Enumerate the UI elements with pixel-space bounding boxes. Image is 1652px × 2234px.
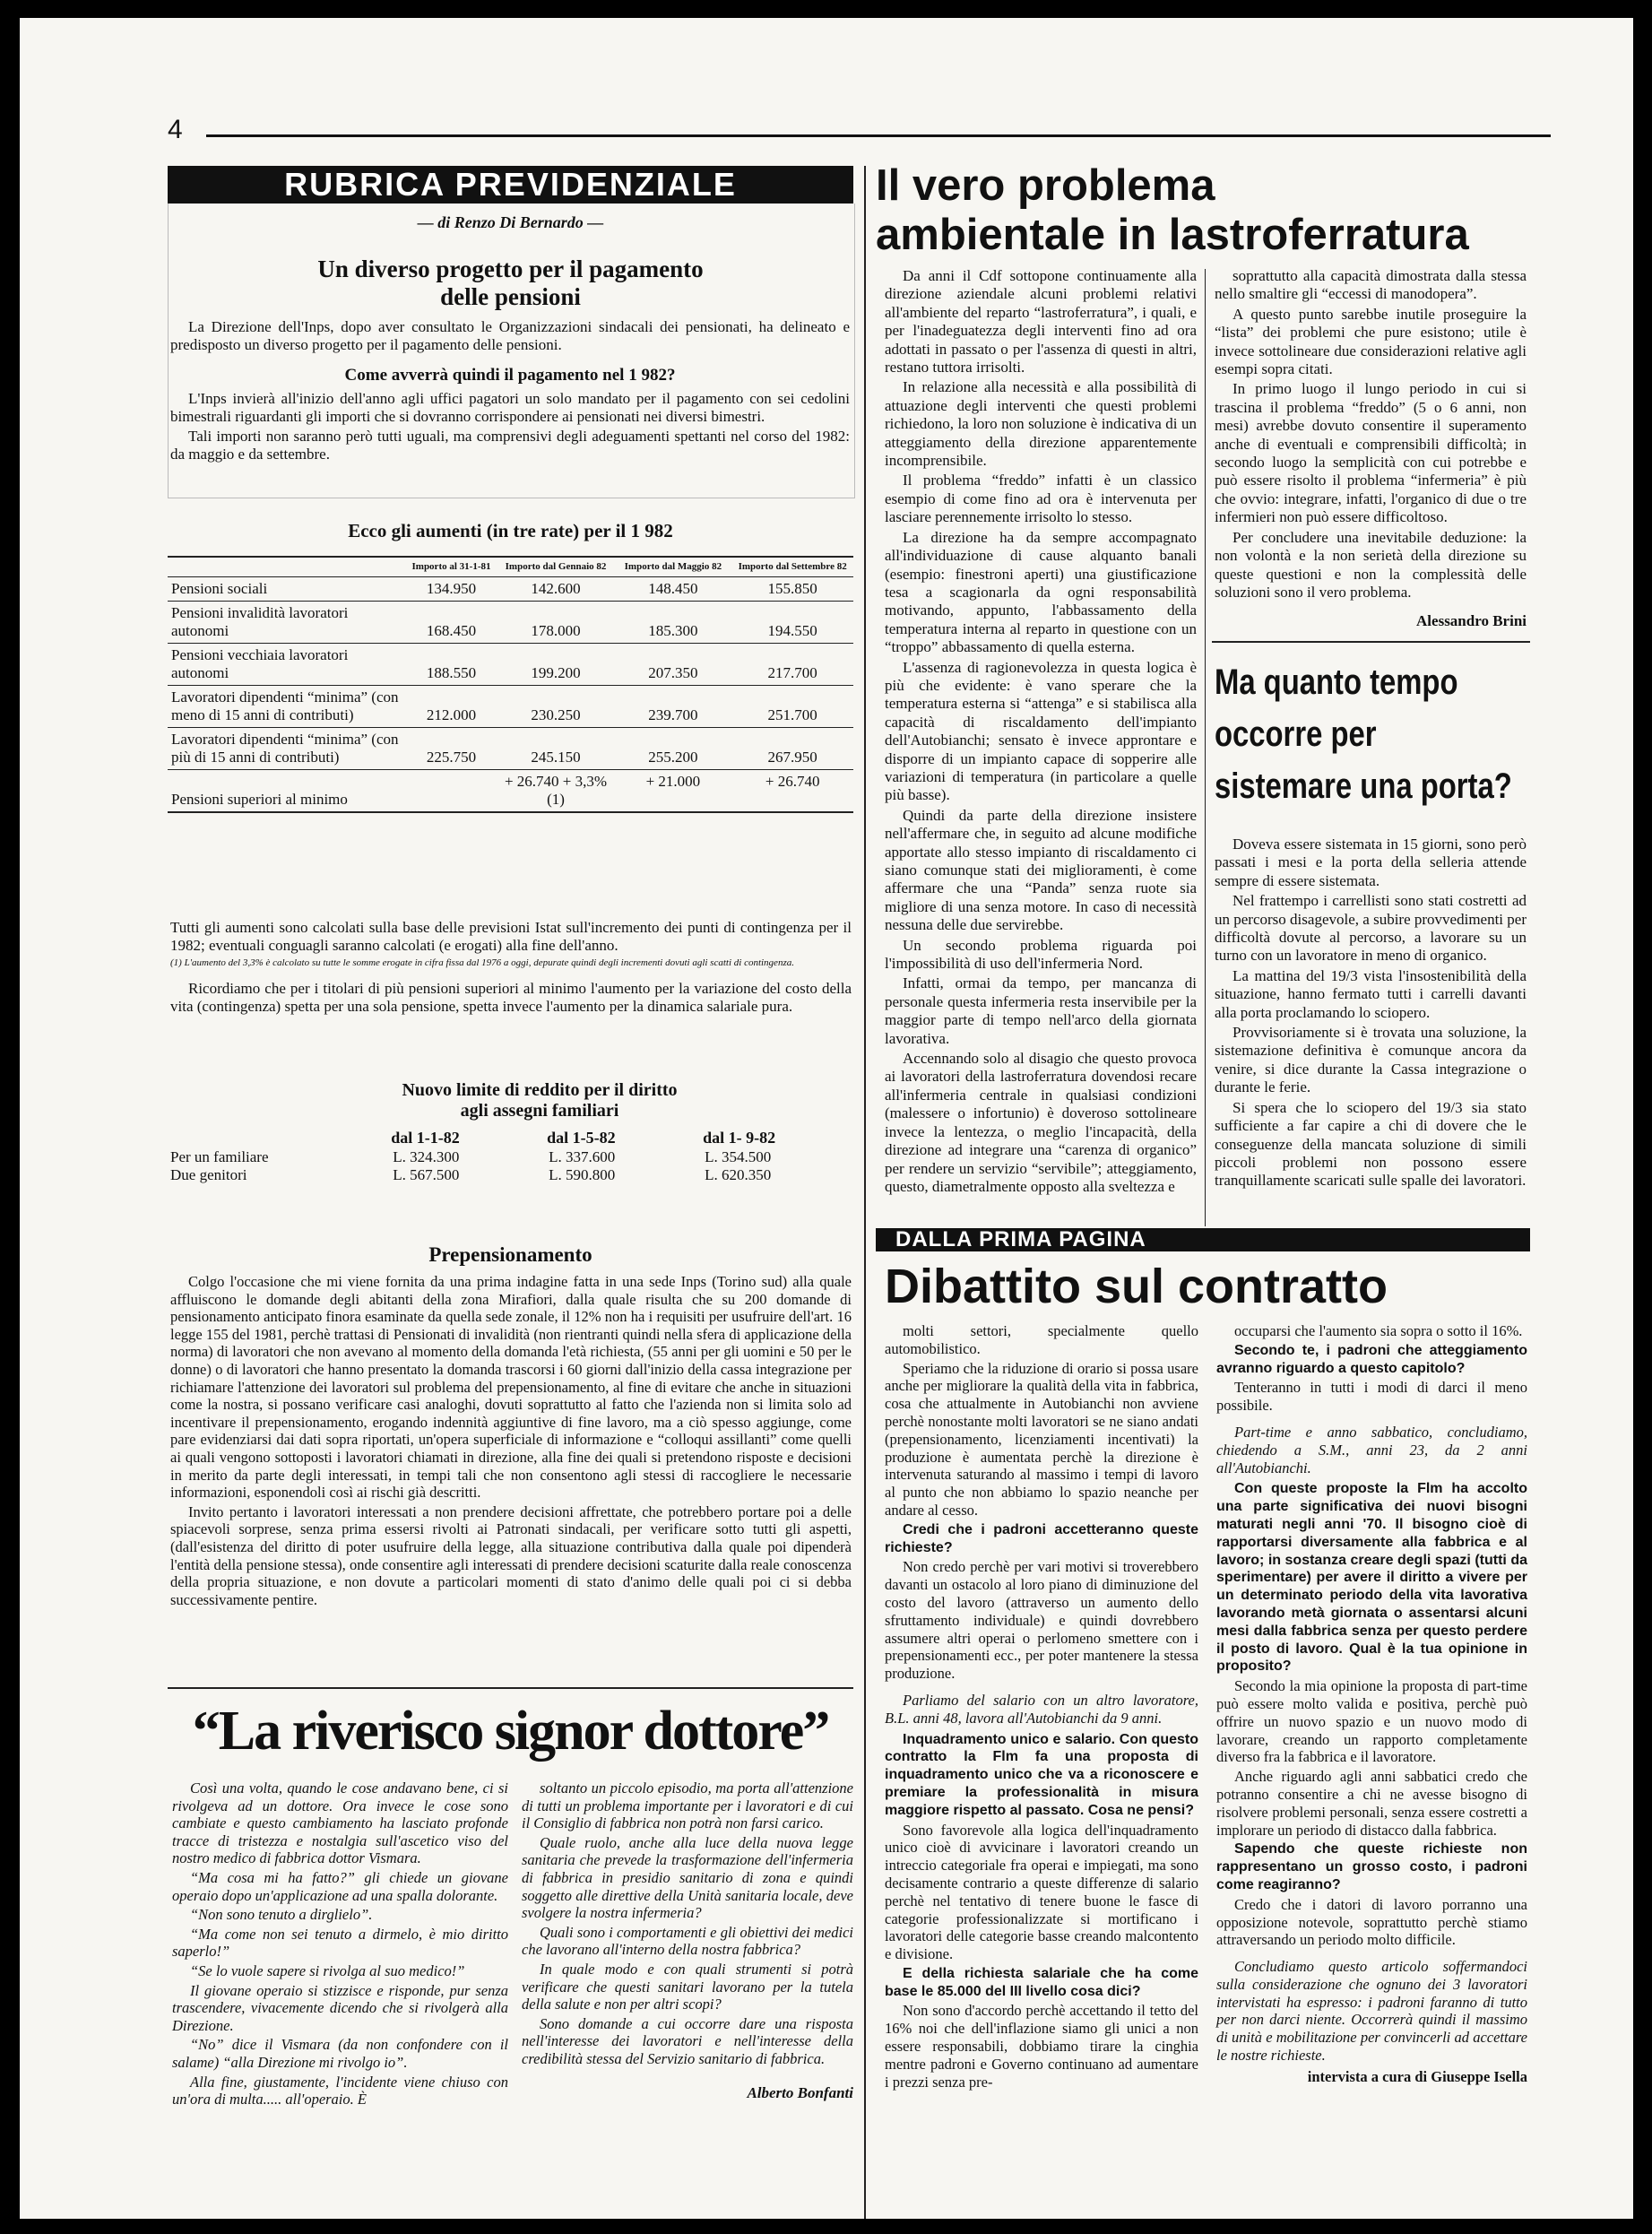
table-row	[168, 577, 853, 602]
dibattito-col1	[885, 1322, 1198, 2092]
ambientale-title-line2: ambientale in lastroferratura	[876, 211, 1469, 259]
ambientale-paragraph: A questo punto sarebbe inutile proseguire la “lista” dei problemi che pure esistono; utile è invece sottolineare due considerazioni relative agli esempi sopra citati.	[1215, 305, 1527, 378]
riverisco-paragraph: soltanto un piccolo episodio, ma porta all'attenzione di tutti un problema importante per i lavoratori e di cui il Consiglio di fabbrica non potrà non farsi carico.	[522, 1779, 853, 1832]
interview-answer: Non sono d'accordo perchè accettando il tetto del 16% noi che dell'inflazione siamo gli unici a non essere responsabili, dobbiamo tirare la cinghia mentre padroni e Governo continuano ad aumentare i prezzi senza pre-	[885, 2002, 1198, 2091]
ambientale-paragraph: soprattutto alla capacità dimostrata dalla stessa nello smaltire gli “eccessi di manodopera”.	[1215, 267, 1527, 303]
rubrica-p1: L'Inps invierà all'inizio dell'anno agli uffici pagatori un solo mandato per il pagamento con sei cedolini bimestrali riguardanti gli importi che si dovranno corrispondere ai pensionati nei diversi bimestri.	[170, 390, 850, 425]
dibattito-band: DALLA PRIMA PAGINA	[876, 1228, 1530, 1251]
rubrica-intro: La Direzione dell'Inps, dopo aver consultato le Organizzazioni sindacali dei pensionati, ha delineato e predisposto un diverso progetto per il pagamento delle pensioni.	[170, 318, 850, 353]
table-row	[168, 686, 853, 728]
interview-answer: Anche riguardo agli anni sabbatici credo che potranno consentire a chi ne avesse bisogno di risolvere problemi personali, senza essere costretti a implorare un periodo di distacco dalla fabbrica.	[1216, 1768, 1527, 1839]
table-cell: 267.950	[731, 728, 853, 770]
dibattito-title: Dibattito sul contratto	[885, 1260, 1388, 1313]
interview-question: E della richiesta salariale che ha come base le 85.000 del III livello cosa dici?	[885, 1965, 1198, 1999]
interview-intro: Parliamo del salario con un altro lavoratore, B.L. anni 48, lavora all'Autobianchi da 9 anni.	[885, 1691, 1198, 1727]
table-cell: 239.700	[614, 686, 731, 728]
table-cell: 199.200	[497, 644, 615, 686]
ambientale-paragraph: Quindi da parte della direzione insistere nell'affermare che, in seguito ad alcune modifiche apportate allo stesso impianto di riscaldamento ci siano comunque stati dei miglioramenti, è come affermare che una “Panda” senza ruote sia migliore di una senza motore. In caso di necessità nessuna delle due servirebbe.	[885, 806, 1197, 934]
table-row-label: Pensioni sociali	[168, 577, 405, 602]
table-row	[168, 728, 853, 770]
column-divider	[864, 166, 866, 2219]
interview-answer: Sono favorevole alla logica dell'inquadramento unico cioè di avvicinare i lavoratori creando un intreccio categoriale fra operai e impiegati, ma sono decisamente contrario a queste differenze di salario perchè nel tentativo di tenere buone le fasce di categorie professionalizzate si mortificano i lavoratori delle categorie basse creando malcontento e divisione.	[885, 1821, 1198, 1963]
rubrica-byline: — di Renzo Di Bernardo —	[417, 213, 604, 231]
table-row	[168, 602, 853, 644]
table-cell: 148.450	[614, 577, 731, 602]
ambientale-paragraph: Infatti, ormai da tempo, per mancanza di personale questa infermeria resta inservibile per la maggior parte di tempo nell'arco della giornata lavorativa.	[885, 974, 1197, 1047]
table-cell: 155.850	[731, 577, 853, 602]
limite-row	[168, 1148, 858, 1166]
ambientale-title	[876, 161, 1521, 260]
rubrica-after-block	[170, 919, 852, 1017]
pension-table	[168, 556, 853, 813]
ambientale-paragraph: Da anni il Cdf sottopone continuamente alla direzione aziendale alcuni problemi relativi all'ambiente del reparto “lastroferratura”, i quali, e per l'inadeguatezza degli interventi fino ad ora adottati in passato o per l'assenza di questi in altri, restano tuttora irrisolti.	[885, 267, 1197, 377]
riverisco-paragraph: Il giovane operaio si stizzisce e risponde, pur senza trascendere, vivacemente dicendo che si rivolgerà alla Direzione.	[172, 1981, 508, 2034]
table-cell: + 26.740 + 3,3% (1)	[497, 770, 615, 813]
table-cell: 255.200	[614, 728, 731, 770]
table-cell: 168.450	[405, 602, 497, 644]
interview-answer: Speriamo che la riduzione di orario si possa usare anche per migliorare la qualità della vita in fabbrica, cosa che attualmente in Autobianchi non avviene perchè nonostante molti lavoratori se ne siano andati (prepensionamento, licenziamenti incentivati) la produzione è aumentata perchè la direzione è intervenuta saturando al massimo i tempi di lavoro al punto che non abbiamo lo spazio neanche per andare al cesso.	[885, 1359, 1198, 1519]
table-row-label: Pensioni invalidità lavoratori autonomi	[168, 602, 405, 644]
riverisco-paragraph: Così una volta, quando le cose andavano bene, ci si rivolgeva ad un dottore. Ora invece le cose sono cambiate e questo cambiamento ha lasciato profonde tracce di tristezza e nostalgia sull'ascetico viso del nostro medico di fabbrica dottor Vismara.	[172, 1779, 508, 1867]
ambientale-paragraph: La direzione ha da sempre accompagnato all'individuazione di cause alquanto banali (esempio: finestroni aperti) una giustificazione tesa a scagionarla da ogni responsabilità motivando, appunto, l'abbassamento della temperatura interna al reparto in questione con un “troppo” abbassamento di quella esterna.	[885, 528, 1197, 656]
interview-question: Con queste proposte la Flm ha accolto una parte significativa dei nuovi bisogni maturati negli anni '70. Il bisogno cioè di rapportarsi diversamente alla fabbrica e al lavoro; in sostanza creare degli spazi (tutti da sperimentare) per avere il diritto a vivere per un determinato periodo della vita lavorativa lavorando metà giornata o assentarsi alcuni mesi dalla fabbrica senza per questo perdere il posto di lavoro. Qual è la tua opinione in proposito?	[1216, 1481, 1527, 1675]
limite-header-row	[168, 1128, 858, 1148]
limite-row-label: Due genitori	[170, 1166, 247, 1183]
pension-header-3: Importo dal Settembre 82	[738, 561, 847, 572]
table-cell: 134.950	[405, 577, 497, 602]
prep-p2: Invito pertanto i lavoratori interessati a non prendere decisioni affrettate, che potrebbero portare poi a delle spiacevoli sorprese, senza prima essersi rivolti ai Patronati sindacali, per verificare sotto tutti gli aspetti, (dall'esistenza del diritto di poter usufruire della legge, alla situazione contributiva dalla quale poi dipenderà l'entità della pensione stessa), onde consentire agli interessati di prendere decisioni scaturite dalla reale conoscenza della propria situazione, e non dovute a particolari momenti di stato d'animo delle quali poi ci si debba successivamente pentire.	[170, 1502, 852, 1608]
interview-question: Secondo te, i padroni che atteggiamento avranno riguardo a questo capitolo?	[1216, 1342, 1527, 1376]
rubrica-title-line1: Un diverso progetto per il pagamento	[317, 255, 704, 282]
limite-cell: L. 354.500	[705, 1148, 772, 1165]
table-footnote: (1) L'aumento del 3,3% è calcolato su tutte le somme erogate in cifra fissa dal 1976 a oggi, depurate quindi degli incrementi dovuti agli scatti di contingenza.	[170, 957, 794, 968]
ambientale-paragraph: In relazione alla necessità e alla possibilità di attuazione degli interventi che questi problemi richiedono, la loro non soluzione è indicativa di un atteggiamento della direzione apparentemente incomprensibile.	[885, 378, 1197, 470]
interview-signature: intervista a cura di Giuseppe Isella	[1307, 2067, 1527, 2085]
riverisco-paragraph: Sono domande a cui occorre dare una risposta nell'interesse dei lavoratori e nell'interesse della credibilità stessa del Servizio sanitario di fabbrica.	[522, 2014, 853, 2067]
rubrica-band: RUBRICA PREVIDENZIALE	[168, 166, 853, 203]
porta-title-line3: sistemare una porta?	[1215, 766, 1512, 806]
limite-row-label: Per un familiare	[170, 1148, 269, 1165]
ambientale-col-divider	[1205, 269, 1206, 1226]
rubrica-p2: Tali importi non saranno però tutti uguali, ma comprensivi degli adeguamenti spettanti nel corso del 1982: da maggio e da settembre.	[170, 428, 850, 463]
table-title: Ecco gli aumenti (in tre rate) per il 1 982	[348, 520, 673, 541]
interview-intro: Part-time e anno sabbatico, concludiamo, chiedendo a S.M., anni 23, da 2 anni all'Autobianchi.	[1216, 1423, 1527, 1476]
table-cell: 217.700	[731, 644, 853, 686]
rubrica-box-border	[168, 203, 855, 498]
ricordiamo-text: Ricordiamo che per i titolari di più pensioni superiori al minimo l'aumento per la variazione del costo della vita (contingenza) spetta per una sola pensione, spetta invece l'aumento per la dinamica salariale pura.	[170, 980, 852, 1015]
ambientale-paragraph: Un secondo problema riguarda poi l'impossibilità di uso dell'infermeria Nord.	[885, 936, 1197, 973]
top-rule	[206, 134, 1551, 137]
table-row-label: Pensioni superiori al minimo	[168, 770, 405, 813]
riverisco-paragraph: Quale ruolo, anche alla luce della nuova legge sanitaria che prevede la trasformazione dell'infermeria di fabbrica in presidio sanitario di zona e quindi soggetto alle direttive della Unità sanitaria locale, deve svolgere la nostra infermeria?	[522, 1833, 853, 1922]
prep-block	[170, 1273, 852, 1610]
table-cell: 185.300	[614, 602, 731, 644]
ambientale-col1	[885, 267, 1197, 1198]
limite-cell: L. 590.800	[549, 1166, 616, 1183]
interview-answer: Credo che i datori di lavoro porranno una opposizione notevole, soprattutto perchè stiamo attraversando un periodo molto difficile.	[1216, 1895, 1527, 1949]
ambientale-col2	[1215, 267, 1527, 603]
limite-header-2: dal 1- 9-82	[703, 1129, 776, 1147]
table-cell: 245.150	[497, 728, 615, 770]
limite-cell: L. 324.300	[393, 1148, 460, 1165]
dibattito-col2	[1216, 1322, 1527, 2088]
pension-header-0: Importo al 31-1-81	[411, 561, 491, 572]
riverisco-rule	[168, 1687, 853, 1689]
interview-question: Inquadramento unico e salario. Con questo contratto la Flm fa una proposta di inquadramento unico che va a riconoscere e premiare la professionalità in misura maggiore rispetto al passato. Cosa ne pensi?	[885, 1731, 1198, 1818]
riverisco-title: “La riverisco signor dottore”	[192, 1701, 829, 1762]
porta-paragraph: Doveva essere sistemata in 15 giorni, sono però passati i mesi e la porta della selleria attende sempre di essere sistemata.	[1215, 836, 1527, 889]
porta-paragraph: Nel frattempo i carrellisti sono stati costretti ad un percorso disagevole, a subire provvedimenti per difficoltà dovute al percorso, a lavorare su un turno con un lavoratore in meno di organico.	[1215, 892, 1527, 965]
limite-cell: L. 337.600	[549, 1148, 616, 1165]
interview-answer: Tenteranno in tutti i modi di darci il meno possibile.	[1216, 1379, 1527, 1415]
table-row-label: Pensioni vecchiaia lavoratori autonomi	[168, 644, 405, 686]
riverisco-paragraph: “No” dice il Vismara (da non confondere con il salame) “alla Direzione mi rivolgo io”.	[172, 2036, 508, 2071]
interview-answer: occuparsi che l'aumento sia sopra o sotto il 16%.	[1234, 1322, 1523, 1339]
table-cell: 178.000	[497, 602, 615, 644]
limite-cell: L. 620.350	[705, 1166, 772, 1183]
limite-header-1: dal 1-5-82	[547, 1129, 616, 1147]
table-cell: 212.000	[405, 686, 497, 728]
limite-header-0: dal 1-1-82	[391, 1129, 460, 1147]
newspaper-page	[20, 18, 1633, 2219]
interview-question: Sapendo che queste richieste non rappresentano un grosso costo, i padroni come reagiranno?	[1216, 1841, 1527, 1892]
riverisco-paragraph: “Se lo vuole sapere si rivolga al suo medico!”	[190, 1961, 465, 1979]
riverisco-paragraph: In quale modo e con quali strumenti si potrà verificare che questi sanitari lavorano per la tutela della salute e non per altri scopi?	[522, 1960, 853, 2013]
limite-title-line2: agli assegni familiari	[460, 1101, 619, 1121]
riverisco-right	[522, 1779, 853, 2070]
riverisco-author: Alberto Bonfanti	[747, 2084, 853, 2101]
ambientale-paragraph: Il problema “freddo” infatti è un classico esempio di come fino ad ora è intervenuta per lasciare perennemente irrisolto lo stesso.	[885, 472, 1197, 526]
table-row	[168, 644, 853, 686]
ambientale-paragraph: L'assenza di ragionevolezza in questa logica è più che evidente: è vano sperare che la temperatura esterna si “attenga” e si stabilisca alla capacità di riscaldamento dell'impianto dell'Autobianchi; sensato è invece approntare e disporre di un impianto capace di sopperire alle variazioni di temperatura (in particolare a quelle più basse).	[885, 658, 1197, 804]
riverisco-left	[172, 1779, 508, 2110]
table-cell: 142.600	[497, 577, 615, 602]
porta-text	[1215, 836, 1527, 1192]
page-number: 4	[168, 115, 183, 144]
pension-header-1: Importo dal Gennaio 82	[505, 561, 607, 572]
riverisco-paragraph: “Ma cosa mi ha fatto?” gli chiede un giovane operaio dopo un'applicazione ad una spalla dolorante.	[172, 1868, 508, 1904]
table-cell: 188.550	[405, 644, 497, 686]
limite-cell: L. 567.500	[393, 1166, 460, 1183]
table-row	[168, 770, 853, 813]
porta-paragraph: Provvisoriamente si è trovata una soluzione, la sistemazione definitiva è comunque ancora da venire, si dice durante la Cassa integrazione o durante le ferie.	[1215, 1024, 1527, 1096]
riverisco-paragraph: Alla fine, giustamente, l'incidente viene chiuso con un'ora di multa..... all'operaio. È	[172, 2073, 508, 2108]
pension-table-header	[168, 557, 853, 577]
riverisco-paragraph: “Ma come non sei tenuto a dirmelo, è mio diritto saperlo!”	[172, 1925, 508, 1961]
table-cell: 225.750	[405, 728, 497, 770]
table-cell: + 26.740	[731, 770, 853, 813]
interview-answer: Secondo la mia opinione la proposta di part-time può essere molto valida e positiva, perchè può offrire un nuovo spazio e un nuovo modo di lavorare, creando un rapporto completamente diverso fra la fabbrica e il lavoratore.	[1216, 1677, 1527, 1766]
table-cell: + 21.000	[614, 770, 731, 813]
porta-top-rule	[1212, 641, 1530, 643]
porta-title-line2: occorre per	[1215, 714, 1377, 754]
ambientale-title-line1: Il vero problema	[876, 161, 1215, 210]
table-row-label: Lavoratori dipendenti “minima” (con meno di 15 anni di contributi)	[168, 686, 405, 728]
ambientale-paragraph: Per concludere una inevitabile deduzione: la non volontà e la non serietà della direzione su queste questioni e non la complessità delle soluzioni sono il vero problema.	[1215, 528, 1527, 601]
interview-intro: Concludiamo questo articolo soffermandoci sulla considerazione che ognuno dei 3 lavoratori intervistati ha espresso: i padroni faranno di tutto per non darci niente. Occorrerà quindi il massimo di unità e mobilitazione per convincerli ad accettare le nostre richieste.	[1216, 1958, 1527, 2065]
table-cell: 194.550	[731, 602, 853, 644]
limite-title	[316, 1080, 764, 1121]
interview-answer: molti settori, specialmente quello automobilistico.	[885, 1322, 1198, 1357]
table-row-label: Lavoratori dipendenti “minima” (con più di 15 anni di contributi)	[168, 728, 405, 770]
limite-title-line1: Nuovo limite di reddito per il diritto	[402, 1080, 678, 1100]
porta-title-line1: Ma quanto tempo	[1215, 662, 1458, 702]
interview-question: Credi che i padroni accetteranno queste richieste?	[885, 1521, 1198, 1555]
interview-answer: Non credo perchè per vari motivi si troverebbero davanti un ostacolo al loro piano di diminuzione del costo del lavoro (attraverso un aumento dello sfruttamento individuale) e quindi dovrebbero assumere altri operai o perlomeno smettere con i prepensionamenti ecc., per poter mantenere la stessa produzione.	[885, 1558, 1198, 1683]
table-cell: 230.250	[497, 686, 615, 728]
after-table-text: Tutti gli aumenti sono calcolati sulla base delle previsioni Istat sull'incremento dei punti di contingenza per il 1982; eventuali conguagli saranno calcolati (e erogati) alla fine dell'anno.	[170, 919, 852, 954]
limite-row	[168, 1166, 858, 1184]
limite-table	[168, 1128, 858, 1184]
rubrica-subhead: Come avverrà quindi il pagamento nel 1 982?	[344, 366, 676, 385]
rubrica-title-line2: delle pensioni	[440, 283, 581, 310]
porta-paragraph: La mattina del 19/3 vista l'insostenibilità della situazione, hanno fermato tutti i carrelli davanti alla porta proclamando lo sciopero.	[1215, 966, 1527, 1021]
prep-p1: Colgo l'occasione che mi viene fornita da una prima indagine fatta in una sede Inps (Torino sud) alla quale affluiscono le domande degli abitanti della zona Mirafiori, dalla quale risulta che su 200 domande di pensionamento anticipato finora esaminate da quella sede zonale, il 12% non ha i requisiti per usufruire dell'art. 16 legge 155 del 1981, perchè trattasi di Pensionati di invalidità (non rientranti quindi nella sfera di applicazione della norma) di lavoratori che non avevano al momento della domanda l'età richiesta, (55 anni per gli uomini e 50 per le donne) o di lavoratori che hanno presentato la domanda trascorsi i 60 giorni dall'inizio della cassa integrazione per richiamare l'attenzione dei lavoratori sul problema del prepensionamento, al fine di evitare che anche in situazioni come la nostra, si possano verificare casi analoghi, dovuti soprattutto al fatto che l'azienda non si limita solo ad incentivare il prepensionamento, erogando indennità aggiuntive di fine lavoro, ma a ciò spesso aggiunge, come pare evidenziarsi dai dati sopra riportati, un'opera superficiale di informazione e “colloqui assillanti” come quelli ai quali vengono sottoposti i lavoratori chiamati in direzione, alla fine dei quali si pretendono risposte e decisioni in merito da parte degli interessati, in tempi tali che non consentono agli stessi di raccogliere le necessarie informazioni, esponendoli così ai rischi già descritti.	[170, 1273, 852, 1502]
table-cell	[405, 770, 497, 813]
ambientale-paragraph: Accennando solo al disagio che questo provoca ai lavoratori della lastroferratura dovendosi recare all'infermeria centrale in qualsiasi condizioni (malessere o infortunio) è doveroso sottolineare invece la lentezza, o meglio l'incapacità, della direzione ad integrare una “carenza di organico” per rendere un servizio “servibile”; atteggiamento, questo, diametralmente opposto alla sveltezza e	[885, 1050, 1197, 1195]
pension-header-2: Importo dal Maggio 82	[624, 561, 722, 572]
ambientale-paragraph: In primo luogo il lungo periodo in cui si trascina il problema “freddo” (5 o 6 anni, non mesi) avrebbe dovuto consentire il superamento anche di eventuali e comprensibili difficoltà; in secondo luogo la semplicità con cui potrebbe e può essere risolto il problema “infermeria” è più che ovvio: integrare, infatti, l'organico di due o tre infermieri non può essere difficoltoso.	[1215, 380, 1527, 526]
riverisco-paragraph: “Non sono tenuto a dirglielo”.	[190, 1906, 373, 1924]
prep-title: Prepensionamento	[428, 1243, 592, 1266]
table-cell: 207.350	[614, 644, 731, 686]
porta-title	[1215, 656, 1512, 812]
table-cell: 251.700	[731, 686, 853, 728]
ambientale-author: Alessandro Brini	[1416, 612, 1527, 629]
riverisco-paragraph: Quali sono i comportamenti e gli obiettivi dei medici che lavorano all'interno della nostra fabbrica?	[522, 1923, 853, 1959]
porta-paragraph: Si spera che lo sciopero del 19/3 sia stato sufficiente a far capire a chi di dovere che le conseguenze della mancata soluzione di simili piccoli problemi non possono essere tranquillamente scaricati sulle spalle dei lavoratori.	[1215, 1098, 1527, 1190]
